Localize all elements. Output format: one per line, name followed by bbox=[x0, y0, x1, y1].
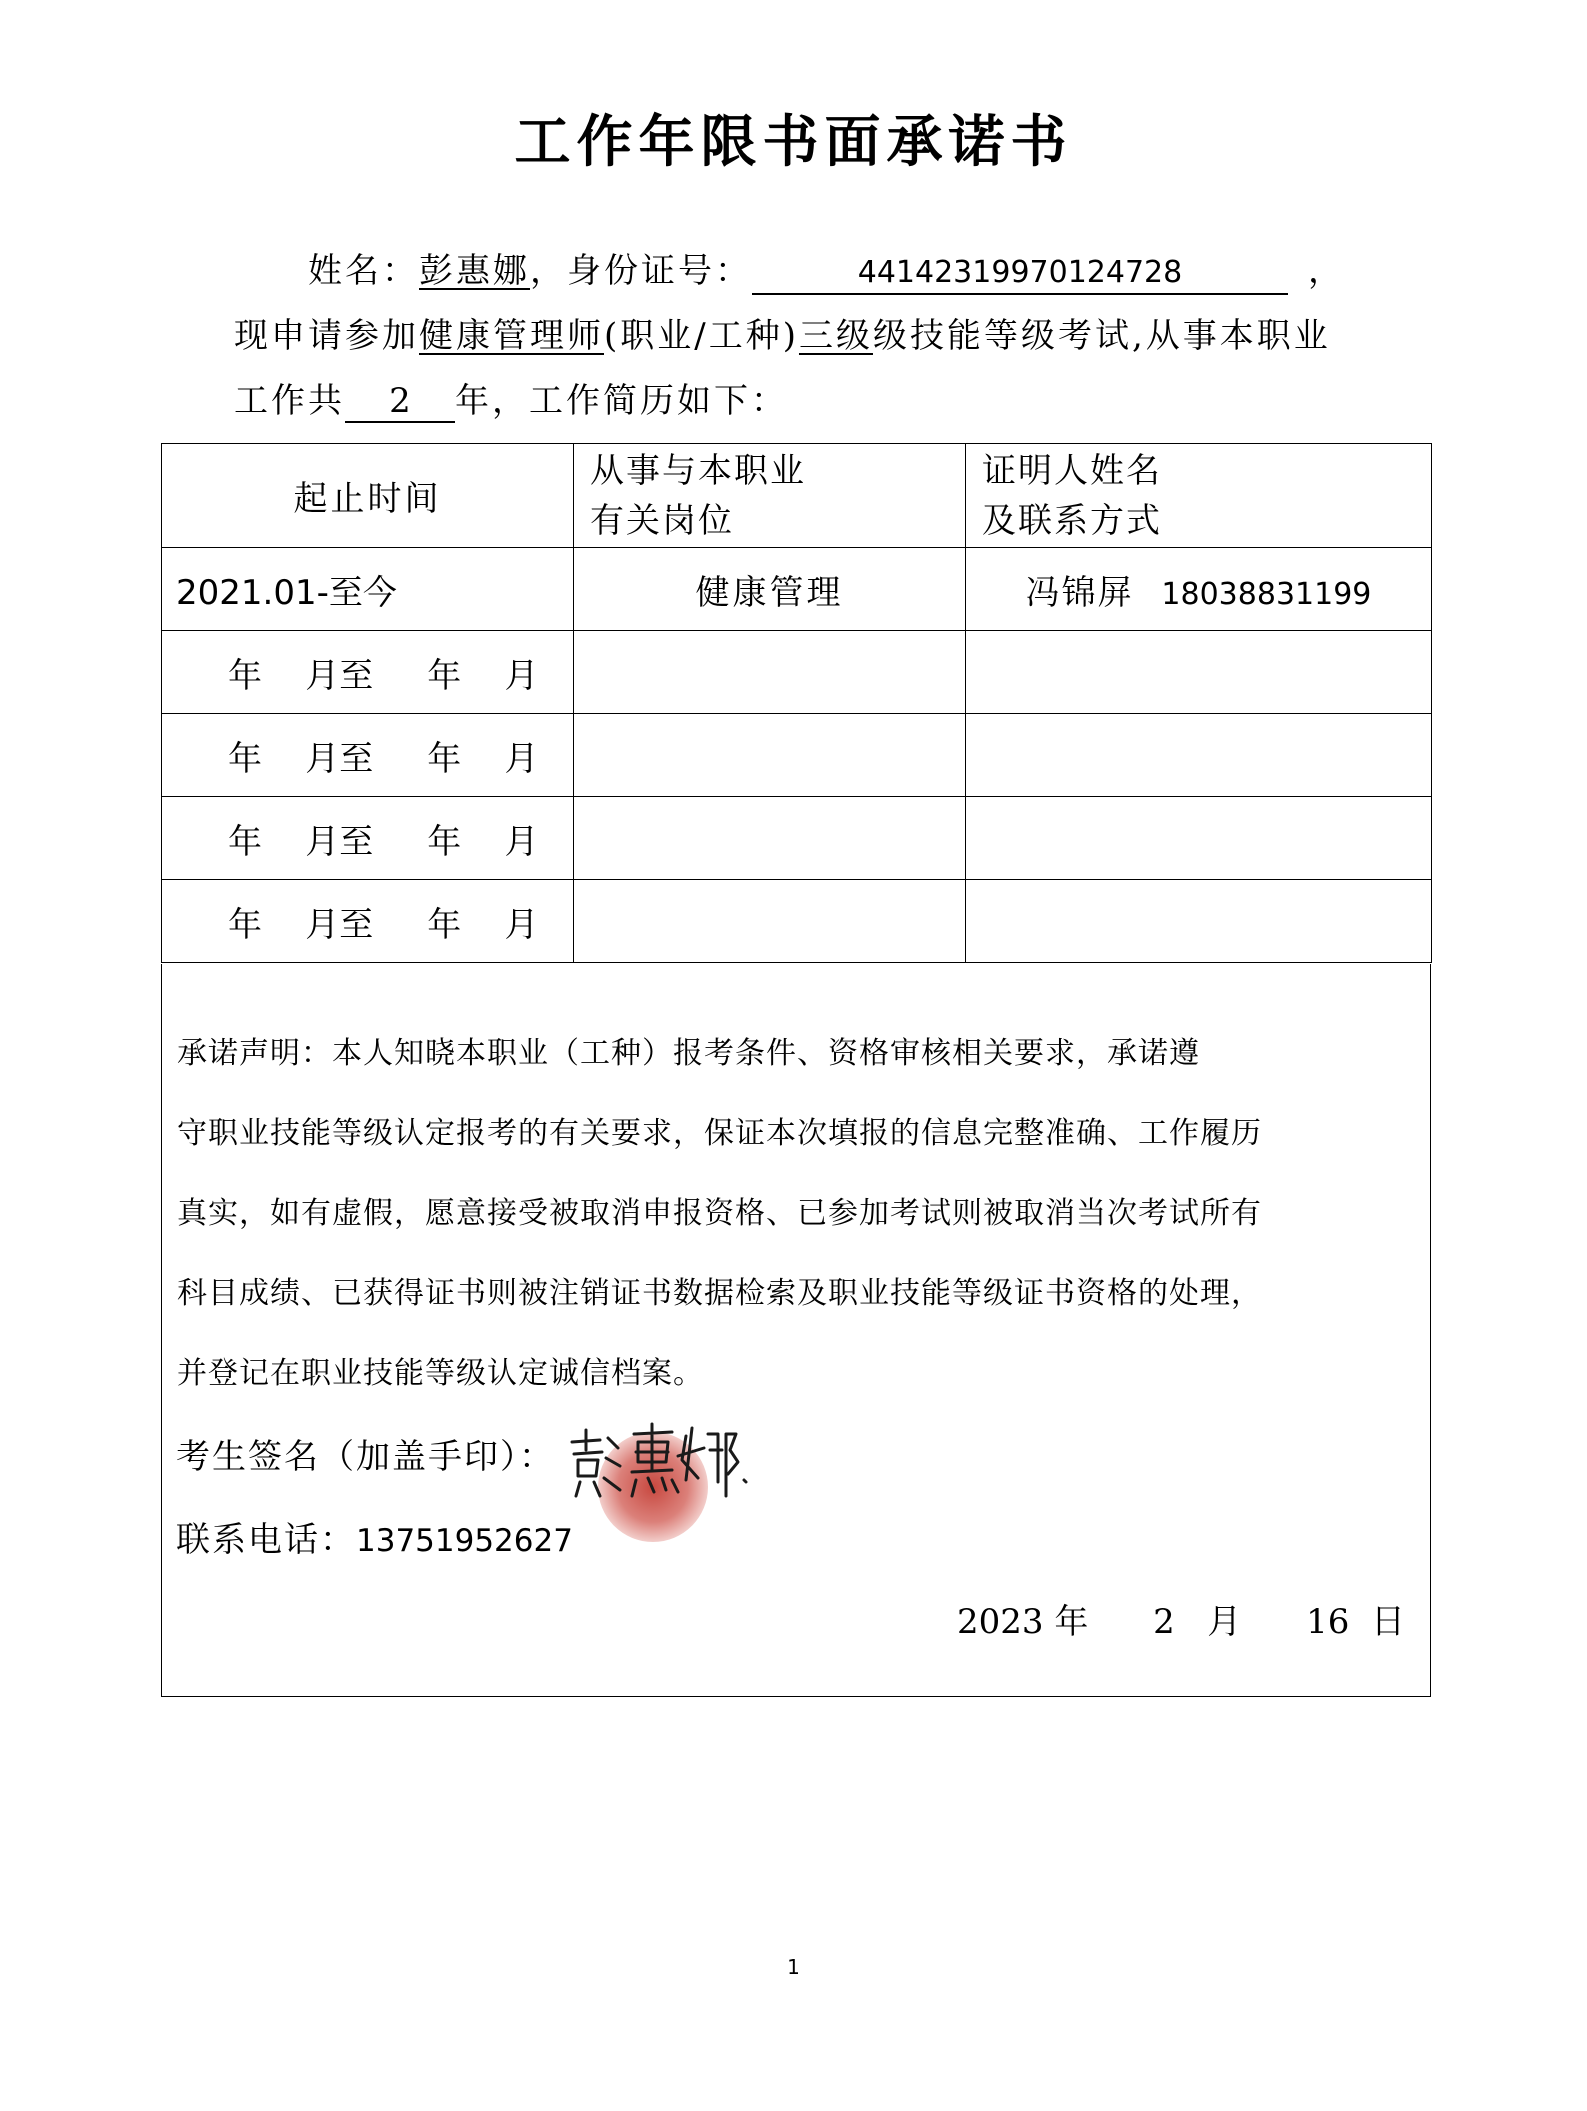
handwritten-signature bbox=[560, 1420, 750, 1510]
declaration-line: 承诺声明：本人知晓本职业（工种）报考条件、资格审核相关要求，承诺遵 bbox=[177, 1036, 1200, 1071]
row-position: 健康管理 bbox=[574, 548, 966, 631]
blank-date: 年 月至 年 月 bbox=[162, 631, 574, 714]
header-position bbox=[574, 444, 966, 548]
table-row bbox=[162, 797, 1432, 880]
blank-position bbox=[574, 714, 966, 797]
table-row bbox=[162, 714, 1432, 797]
occupation-suffix: (职业/工种) bbox=[604, 316, 799, 356]
header-witness-line2: 及联系方式 bbox=[982, 500, 1162, 541]
blank-witness bbox=[966, 797, 1432, 880]
date-day: 16 bbox=[1306, 1602, 1350, 1642]
years-value: 2 bbox=[345, 381, 455, 423]
table-row bbox=[162, 631, 1432, 714]
apply-prefix: 现申请参加 bbox=[234, 316, 419, 356]
row-witness bbox=[966, 548, 1432, 631]
witness-phone: 18038831199 bbox=[1161, 576, 1372, 612]
blank-date: 年 月至 年 月 bbox=[162, 797, 574, 880]
blank-position bbox=[574, 880, 966, 963]
blank-position bbox=[574, 631, 966, 714]
document-title: 工作年限书面承诺书 bbox=[514, 109, 1073, 175]
phone-line bbox=[176, 1512, 573, 1561]
date-month-unit: 月 bbox=[1207, 1602, 1242, 1642]
header-position-line2: 有关岗位 bbox=[590, 500, 734, 541]
witness-name: 冯锦屏 bbox=[1025, 572, 1134, 613]
header-witness bbox=[966, 444, 1432, 548]
phone-value: 13751952627 bbox=[356, 1523, 573, 1559]
table-row bbox=[162, 880, 1432, 963]
declaration-line: 守职业技能等级认定报考的有关要求，保证本次填报的信息完整准确、工作履历 bbox=[177, 1116, 1262, 1151]
signature-label: 考生签名（加盖手印）： bbox=[176, 1437, 555, 1477]
blank-witness bbox=[966, 880, 1432, 963]
intro-line-3 bbox=[234, 373, 788, 423]
blank-date: 年 月至 年 月 bbox=[162, 714, 574, 797]
id-label: ，身份证号： bbox=[530, 251, 752, 291]
declaration-box bbox=[161, 964, 1431, 1697]
row-period: 2021.01-至今 bbox=[162, 548, 574, 631]
blank-witness bbox=[966, 631, 1432, 714]
declaration-line: 并登记在职业技能等级认定诚信档案。 bbox=[177, 1356, 704, 1391]
blank-position bbox=[574, 797, 966, 880]
level-value: 三级 bbox=[798, 316, 873, 356]
table-row bbox=[162, 548, 1432, 631]
date-year: 2023 bbox=[956, 1602, 1044, 1642]
header-period: 起止时间 bbox=[162, 444, 574, 548]
name-value: 彭惠娜 bbox=[419, 251, 530, 291]
occupation-value: 健康管理师 bbox=[419, 316, 604, 356]
blank-date: 年 月至 年 月 bbox=[162, 880, 574, 963]
id-value: 44142319970124728 bbox=[752, 253, 1288, 295]
blank-witness bbox=[966, 714, 1432, 797]
date-year-unit: 年 bbox=[1054, 1602, 1089, 1642]
signing-date bbox=[957, 1594, 1405, 1643]
phone-label: 联系电话： bbox=[176, 1520, 356, 1560]
intro-line-1 bbox=[308, 243, 1345, 295]
years-prefix: 工作共 bbox=[234, 381, 345, 421]
table-header-row bbox=[162, 444, 1432, 548]
name-label: 姓名： bbox=[308, 251, 419, 291]
declaration-line: 科目成绩、已获得证书则被注销证书数据检索及职业技能等级证书资格的处理， bbox=[177, 1276, 1262, 1311]
years-suffix: 年，工作简历如下： bbox=[455, 381, 788, 421]
apply-suffix: 级技能等级考试,从事本职业 bbox=[872, 316, 1331, 356]
date-day-unit: 日 bbox=[1371, 1602, 1405, 1642]
date-month: 2 bbox=[1153, 1602, 1175, 1642]
page-number: 1 bbox=[787, 1955, 800, 1979]
intro-line-2 bbox=[234, 308, 1331, 357]
comma: ， bbox=[1308, 251, 1345, 291]
declaration-line: 真实，如有虚假，愿意接受被取消申报资格、已参加考试则被取消当次考试所有 bbox=[177, 1196, 1262, 1231]
header-position-line1: 从事与本职业 bbox=[590, 450, 806, 491]
work-history-table bbox=[161, 443, 1432, 963]
header-witness-line1: 证明人姓名 bbox=[982, 450, 1162, 491]
